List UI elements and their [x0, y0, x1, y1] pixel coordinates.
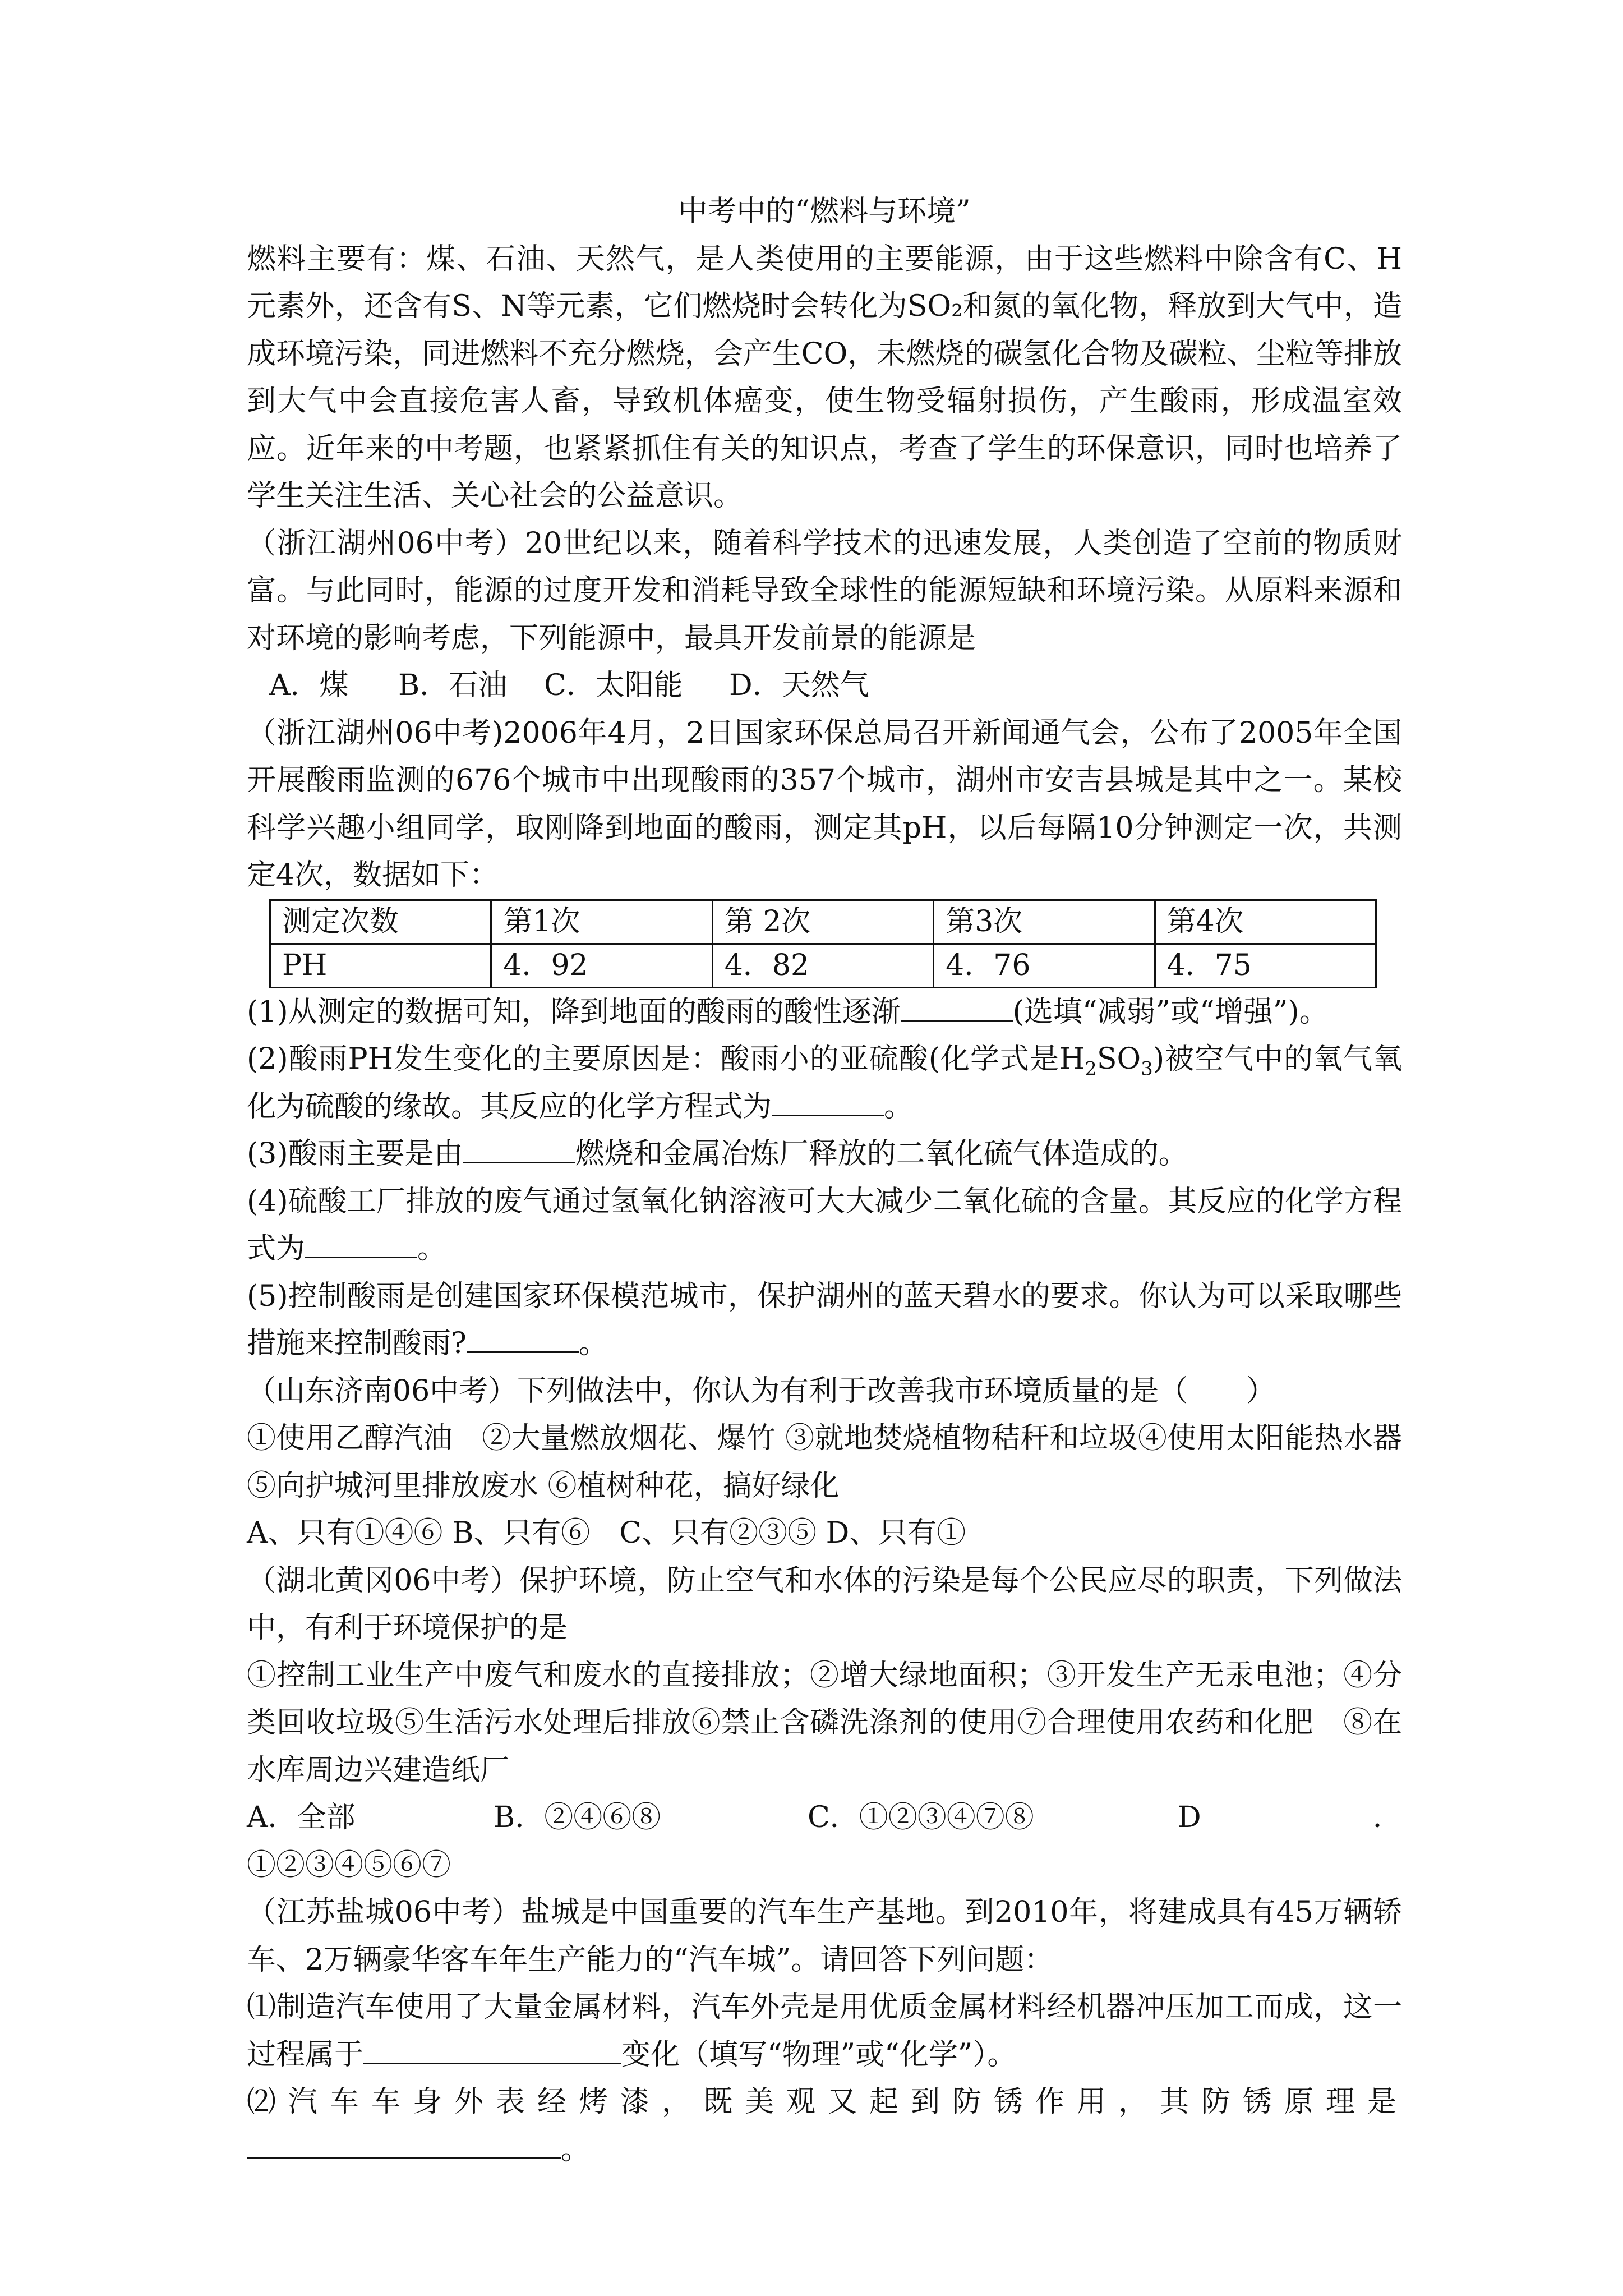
q5-sub2: [247, 2078, 1402, 2173]
q1-option-d: D．天然气: [729, 669, 869, 702]
q2-sub2-text: )被空气中的氧气氧化为硫酸的缘故。其反应的化学方程式为: [247, 1042, 1402, 1124]
table-row: [270, 944, 1376, 987]
table-cell: 第4次: [1155, 900, 1376, 944]
q2-sub4: [247, 1178, 1402, 1273]
q2-sub1: [247, 988, 1402, 1036]
table-cell: 第 2次: [712, 900, 933, 944]
table-cell: 4．82: [712, 944, 933, 987]
q2-sub2-text: (2)酸雨PH发生变化的主要原因是：酸雨小的亚硫酸(化学式是H: [247, 1042, 1085, 1076]
q4-items: ①控制工业生产中废气和废水的直接排放；②增大绿地面积；③开发生产无汞电池；④分类回收垃圾⑤生活污水处理后排放⑥禁止含磷洗涤剂的使用⑦合理使用农药和化肥 ⑧在水库周边兴建造纸厂: [247, 1658, 1402, 1787]
q2-sub1-text: (1)从测定的数据可知，降到地面的酸雨的酸性逐渐: [247, 995, 901, 1029]
q3-items: ①使用乙醇汽油 ②大量燃放烟花、爆竹 ③就地焚烧植物秸秆和垃圾④使用太阳能热水器⑤向护城河里排放废水 ⑥植树种花，搞好绿化: [247, 1421, 1402, 1503]
ph-table: [269, 899, 1377, 988]
q1-option-a: A．煤: [269, 669, 349, 702]
q1-option-c: C．太阳能: [544, 669, 683, 702]
q1-stem: （浙江湖州06中考）20世纪以来，随着科学技术的迅速发展，人类创造了空前的物质财富。与此同时，能源的过度开发和消耗导致全球性的能源短缺和环境污染。从原料来源和对环境的影响考虑，下列能源中，最具开发前景的能源是: [247, 526, 1402, 655]
q4-stem: （湖北黄冈06中考）保护环境，防止空气和水体的污染是每个公民应尽的职责，下列做法中，有利于环境保护的是: [247, 1563, 1402, 1645]
table-cell: 4．76: [934, 944, 1155, 987]
subscript: 3: [1141, 1057, 1153, 1080]
q2-sub5-text: (5)控制酸雨是创建国家环保模范城市，保护湖州的蓝天碧水的要求。你认为可以采取哪些措施来控制酸雨?: [247, 1279, 1402, 1360]
q4-option-c: C．①②③④⑦⑧: [808, 1801, 1034, 1834]
q2-sub3-text-end: 燃烧和金属冶炼厂释放的二氧化硫气体造成的。: [575, 1137, 1188, 1171]
answer-blank[interactable]: [467, 1351, 579, 1353]
q3-stem: （山东济南06中考）下列做法中，你认为有利于改善我市环境质量的是（ ）: [247, 1374, 1276, 1408]
table-cell: 4．92: [491, 944, 712, 987]
q4-option-d: D．①②③④⑤⑥⑦: [247, 1801, 1402, 1882]
q2-sub5-text-end: 。: [578, 1327, 608, 1360]
q5-sub1-text-end: 变化（填写“物理”或“化学”）。: [621, 2037, 1017, 2072]
subscript: 2: [1085, 1057, 1097, 1080]
table-header-row: [270, 900, 1376, 944]
q5-stem: （江苏盐城06中考）盐城是中国重要的汽车生产基地。到2010年，将建成具有45万辆轿车、2万辆豪华客车年生产能力的“汽车城”。请回答下列问题：: [247, 1895, 1402, 1977]
q2-sub2: [247, 1036, 1402, 1130]
q5-sub2-text-end: 。: [561, 2132, 591, 2166]
answer-blank[interactable]: [463, 1161, 575, 1163]
q1-option-b: B．石油: [398, 669, 508, 702]
q2-sub3-text: (3)酸雨主要是由: [247, 1137, 463, 1171]
q2-sub4-text-end: 。: [417, 1232, 447, 1266]
answer-blank[interactable]: [772, 1114, 884, 1116]
q4-options: [247, 1794, 1402, 1889]
answer-blank[interactable]: [247, 2157, 561, 2159]
table-cell: PH: [270, 944, 491, 987]
q2-stem: （浙江湖州06中考)2006年4月，2日国家环保总局召开新闻通气会，公布了2005年全国开展酸雨监测的676个城市中出现酸雨的357个城市，湖州市安吉县城是其中之一。某校科学兴趣小组同学，取刚降到地面的酸雨，测定其pH，以后每隔10分钟测定一次，共测定4次，数据如下：: [247, 716, 1402, 892]
answer-blank[interactable]: [901, 1019, 1013, 1022]
q2-sub4-text: (4)硫酸工厂排放的废气通过氢氧化钠溶液可大大减少二氧化硫的含量。其反应的化学方程式为: [247, 1184, 1402, 1266]
table-cell: 测定次数: [270, 900, 491, 944]
q2-sub2-text-end: 。: [884, 1089, 914, 1124]
table-cell: 第1次: [491, 900, 712, 944]
document-page: [247, 188, 1402, 2173]
answer-blank[interactable]: [363, 2062, 621, 2064]
q2-sub3: [247, 1130, 1402, 1178]
answer-blank[interactable]: [305, 1256, 417, 1258]
table-cell: 第3次: [934, 900, 1155, 944]
table-cell: 4．75: [1155, 944, 1376, 987]
page-title: 中考中的“燃料与环境”: [678, 195, 971, 228]
q5-sub1: [247, 1984, 1402, 2078]
intro-paragraph: 燃料主要有：煤、石油、天然气，是人类使用的主要能源，由于这些燃料中除含有C、H元素外，还含有S、N等元素，它们燃烧时会转化为SO₂和氮的氧化物，释放到大气中，造成环境污染，同进燃料不充分燃烧，会产生CO，未燃烧的碳氢化合物及碳粒、尘粒等排放到大气中会直接危害人畜，导致机体癌变，使生物受辐射损伤，产生酸雨，形成温室效应。近年来的中考题，也紧紧抓住有关的知识点，考查了学生的环保意识，同时也培养了学生关注生活、关心社会的公益意识。: [247, 242, 1402, 513]
q1-options: [247, 662, 1402, 710]
q2-sub5: [247, 1273, 1402, 1368]
q5-sub2-text: ⑵汽车车身外表经烤漆，既美观又起到防锈作用，其防锈原理是: [247, 2085, 1402, 2119]
q2-sub2-text: SO: [1096, 1042, 1141, 1076]
q4-option-b: B．②④⑥⑧: [494, 1801, 661, 1834]
q3-options: A、只有①④⑥ B、只有⑥ C、只有②③⑤ D、只有①: [247, 1516, 966, 1550]
q4-option-a: A．全部: [247, 1801, 356, 1834]
q5-sub1-text: ⑴制造汽车使用了大量金属材料，汽车外壳是用优质金属材料经机器冲压加工而成，这一过程属于: [247, 1990, 1402, 2072]
q2-sub1-text-end: (选填“减弱”或“增强”)。: [1012, 995, 1329, 1029]
